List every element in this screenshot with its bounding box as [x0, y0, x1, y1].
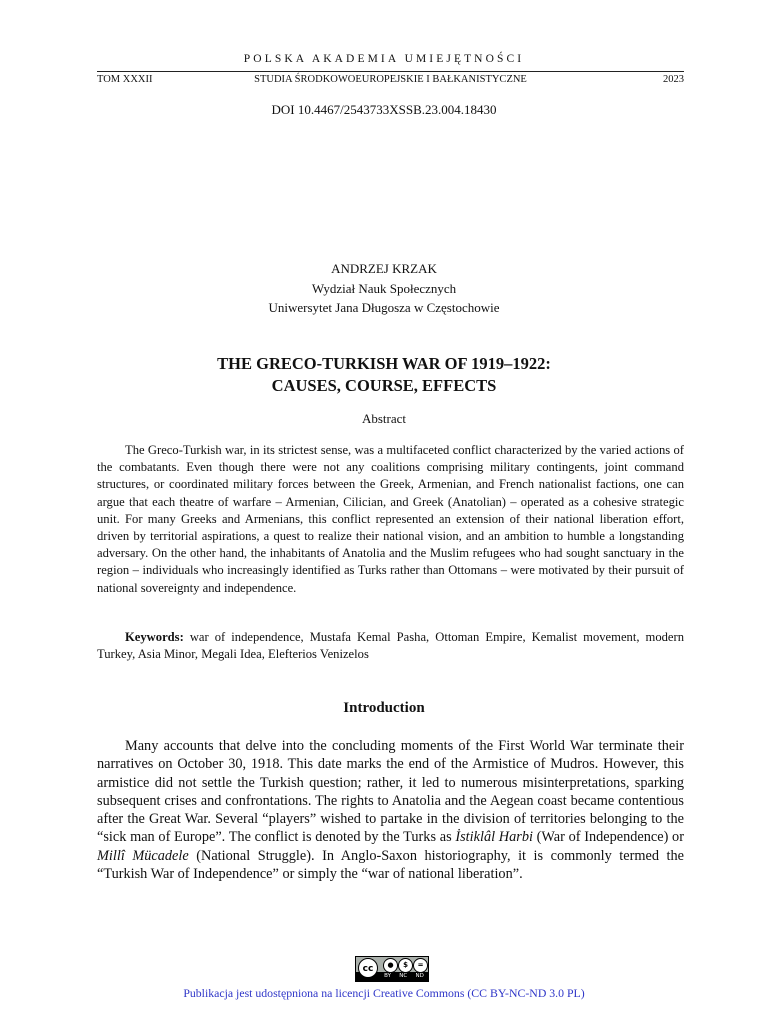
cc-by-label: BY	[384, 973, 391, 979]
intro-term-milli-mucadele: Millî Mücadele	[97, 847, 189, 864]
noncommercial-icon: $	[398, 958, 413, 973]
introduction-paragraph	[97, 737, 684, 883]
author-block	[0, 259, 768, 318]
doi-link[interactable]: DOI 10.4467/2543733XSSB.23.004.18430	[271, 102, 497, 117]
article-title	[0, 353, 768, 397]
keywords-text: war of independence, Mustafa Kemal Pasha, Ottoman Empire, Kemalist movement, modern Turkey, Asia Minor, Megali Idea, Elefterios Venizelos	[97, 630, 684, 662]
cc-logo-icon: cc	[358, 958, 378, 978]
volume-label: TOM XXXII	[97, 74, 153, 85]
noderivatives-icon: =	[413, 958, 428, 973]
by-attribution-icon: ●	[383, 958, 398, 973]
abstract-heading: Abstract	[361, 411, 407, 426]
author-faculty: Wydział Nauk Społecznych	[311, 280, 457, 296]
cc-nd-label: ND	[415, 973, 424, 979]
publication-year: 2023	[663, 74, 684, 85]
author-university: Uniwersytet Jana Długosza w Częstochowie	[268, 300, 500, 315]
intro-text-part-1: Many accounts that delve into the concluding moments of the First World War terminate their narratives on October 30, 1918. This date marks the end of the Armistice of Mudros. However, this armistice did not settle the Turkish question; rather, it led to numerous misinterpretations, sparking subsequent crises and confrontations. The rights to Anatolia and the Aegean coast became contentious after the Great War. Several “players” wished to partake in the division of territories belonging to the “sick man of Europe”. The conflict is denoted by the Turks as	[97, 738, 684, 846]
article-title-line-2: CAUSES, COURSE, EFFECTS	[271, 376, 497, 395]
author-name: ANDRZEJ KRZAK	[331, 261, 437, 276]
abstract-text: The Greco-Turkish war, in its strictest sense, was a multifaceted conflict characterized by the varied actions of the combatants. Even though there were not any coalitions comprising military contingents, joint command structures, or coordinated military forces between the Greek, Armenian, and French nationalist factions, one can argue that each theatre of warfare – Armenian, Cilician, and Greek (Anatolian) – operated as a cohesive strategic unit. For many Greeks and Armenians, this conflict represented an extension of their national liberation effort, driven by territorial aspirations, a quest to realize their national vision, and an ambition to humble a longstanding adversary. On the other hand, the inhabitants of Anatolia and the Muslim refugees who had sought sanctuary in the region – individuals who increasingly identified as Turks rather than Ottomans – were motivated by their pursuit of national sovereignty and independence.	[97, 443, 684, 595]
license-link[interactable]: Publikacja jest udostępniona na licencji Creative Commons (CC BY-NC-ND 3.0 PL)	[183, 986, 585, 1000]
intro-text-part-2: (War of Independence) or	[532, 829, 684, 846]
keywords-label: Keywords:	[125, 630, 184, 644]
cc-badge-labels	[380, 972, 428, 981]
intro-term-istiklal-harbi: İstiklâl Harbi	[455, 829, 533, 846]
cc-license-badge[interactable]	[355, 956, 429, 982]
introduction-heading: Introduction	[343, 700, 425, 716]
article-title-line-1: THE GRECO-TURKISH WAR OF 1919–1922:	[217, 354, 551, 373]
running-header	[97, 71, 684, 88]
keywords-paragraph	[97, 629, 684, 663]
cc-nc-label: NC	[399, 973, 408, 979]
intro-text-part-3: (National Struggle). In Anglo-Saxon historiography, it is commonly termed the “Turkish War of Independence” or simply the “war of national liberation”.	[97, 847, 684, 883]
journal-series: STUDIA ŚRODKOWOEUROPEJSKIE I BAŁKANISTYCZNE	[254, 74, 527, 85]
publisher-name: POLSKA AKADEMIA UMIEJĘTNOŚCI	[243, 53, 525, 65]
